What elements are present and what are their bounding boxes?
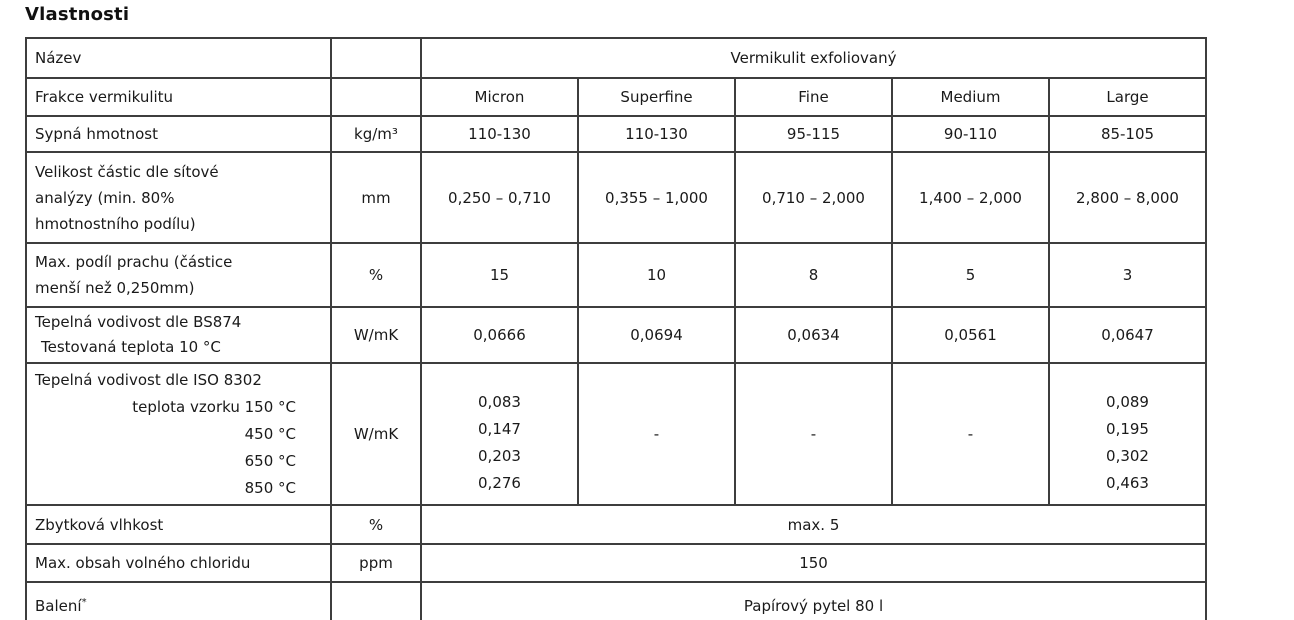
- row-label-iso8302-temp150: teplota vzorku 150 °C: [132, 398, 296, 416]
- cell-iso8302-micron-v4: 0,276: [478, 474, 521, 492]
- cell-velikost-large: 2,800 – 8,000: [1049, 152, 1206, 243]
- cell-iso8302-large-v1: 0,089: [1106, 393, 1149, 411]
- table-row-vlhkost: [26, 505, 1206, 544]
- unit-cell-sypna: kg/m³: [331, 116, 421, 152]
- table-row-sypna: [26, 116, 1206, 152]
- row-label-velikost-line2: analýzy (min. 80%: [35, 188, 175, 207]
- cell-velikost-superfine: 0,355 – 1,000: [578, 152, 735, 243]
- row-label-velikost-line3: hmotnostního podílu): [35, 214, 196, 233]
- cell-bs874-superfine: 0,0694: [578, 307, 735, 363]
- row-label-baleni: [26, 582, 331, 620]
- table-row-chlorid: [26, 544, 1206, 582]
- cell-prach-superfine: 10: [578, 243, 735, 307]
- row-label-frakce: Frakce vermikulitu: [26, 78, 331, 116]
- row-label-vlhkost: Zbytková vlhkost: [26, 505, 331, 544]
- cell-sypna-fine: 95-115: [735, 116, 892, 152]
- cell-bs874-medium: 0,0561: [892, 307, 1049, 363]
- cell-iso8302-fine: -: [735, 363, 892, 505]
- table-row-nazev: [26, 38, 1206, 78]
- unit-cell-frakce: [331, 78, 421, 116]
- unit-cell-prach: %: [331, 243, 421, 307]
- cell-iso8302-medium: -: [892, 363, 1049, 505]
- unit-cell-bs874: W/mK: [331, 307, 421, 363]
- cell-sypna-superfine: 110-130: [578, 116, 735, 152]
- column-header-fine: Fine: [735, 78, 892, 116]
- row-label-bs874-line2: Testovaná teplota 10 °C: [41, 338, 221, 356]
- row-label-iso8302: [26, 363, 331, 505]
- cell-iso8302-micron: [421, 363, 578, 505]
- row-label-velikost: [26, 152, 331, 243]
- cell-prach-micron: 15: [421, 243, 578, 307]
- cell-velikost-fine: 0,710 – 2,000: [735, 152, 892, 243]
- cell-iso8302-micron-v1: 0,083: [478, 393, 521, 411]
- column-header-large: Large: [1049, 78, 1206, 116]
- cell-iso8302-micron-v2: 0,147: [478, 420, 521, 438]
- cell-sypna-micron: 110-130: [421, 116, 578, 152]
- table-row-prach: [26, 243, 1206, 307]
- cell-baleni-value: Papírový pytel 80 l: [421, 582, 1206, 620]
- unit-cell-baleni: [331, 582, 421, 620]
- cell-iso8302-large-v4: 0,463: [1106, 474, 1149, 492]
- table-row-velikost: [26, 152, 1206, 243]
- baleni-footnote-mark: *: [81, 597, 87, 608]
- row-label-iso8302-temp850: 850 °C: [244, 479, 296, 497]
- row-label-bs874: [26, 307, 331, 363]
- cell-iso8302-superfine: -: [578, 363, 735, 505]
- cell-bs874-large: 0,0647: [1049, 307, 1206, 363]
- cell-iso8302-large: [1049, 363, 1206, 505]
- cell-sypna-medium: 90-110: [892, 116, 1049, 152]
- unit-cell-chlorid: ppm: [331, 544, 421, 582]
- column-header-micron: Micron: [421, 78, 578, 116]
- table-row-frakce: [26, 78, 1206, 116]
- cell-iso8302-large-v2: 0,195: [1106, 420, 1149, 438]
- cell-bs874-fine: 0,0634: [735, 307, 892, 363]
- unit-cell-velikost: mm: [331, 152, 421, 243]
- row-label-velikost-line1: Velikost částic dle sítové: [35, 162, 219, 181]
- cell-velikost-medium: 1,400 – 2,000: [892, 152, 1049, 243]
- cell-chlorid-value: 150: [421, 544, 1206, 582]
- unit-cell-iso8302: W/mK: [331, 363, 421, 505]
- table-row-bs874: [26, 307, 1206, 363]
- cell-prach-fine: 8: [735, 243, 892, 307]
- row-label-chlorid: Max. obsah volného chloridu: [26, 544, 331, 582]
- cell-product-name: Vermikulit exfoliovaný: [421, 38, 1206, 78]
- unit-cell-vlhkost: %: [331, 505, 421, 544]
- row-label-baleni-text: Balení: [35, 597, 82, 615]
- row-label-prach: [26, 243, 331, 307]
- cell-sypna-large: 85-105: [1049, 116, 1206, 152]
- properties-table: [25, 37, 1207, 620]
- cell-vlhkost-value: max. 5: [421, 505, 1206, 544]
- row-label-prach-line2: menší než 0,250mm): [35, 279, 195, 297]
- table-row-baleni: [26, 582, 1206, 620]
- cell-bs874-micron: 0,0666: [421, 307, 578, 363]
- table-row-iso8302: [26, 363, 1206, 505]
- cell-iso8302-micron-v3: 0,203: [478, 447, 521, 465]
- unit-cell-nazev: [331, 38, 421, 78]
- row-label-prach-line1: Max. podíl prachu (částice: [35, 253, 233, 271]
- row-label-iso8302-temp450: 450 °C: [244, 425, 296, 443]
- page-title: Vlastnosti: [25, 4, 130, 25]
- column-header-medium: Medium: [892, 78, 1049, 116]
- row-label-nazev: Název: [26, 38, 331, 78]
- cell-prach-medium: 5: [892, 243, 1049, 307]
- cell-iso8302-large-v3: 0,302: [1106, 447, 1149, 465]
- row-label-iso8302-line1: Tepelná vodivost dle ISO 8302: [35, 371, 262, 389]
- column-header-superfine: Superfine: [578, 78, 735, 116]
- row-label-sypna: Sypná hmotnost: [26, 116, 331, 152]
- cell-velikost-micron: 0,250 – 0,710: [421, 152, 578, 243]
- row-label-iso8302-temp650: 650 °C: [244, 452, 296, 470]
- cell-prach-large: 3: [1049, 243, 1206, 307]
- row-label-bs874-line1: Tepelná vodivost dle BS874: [35, 313, 242, 331]
